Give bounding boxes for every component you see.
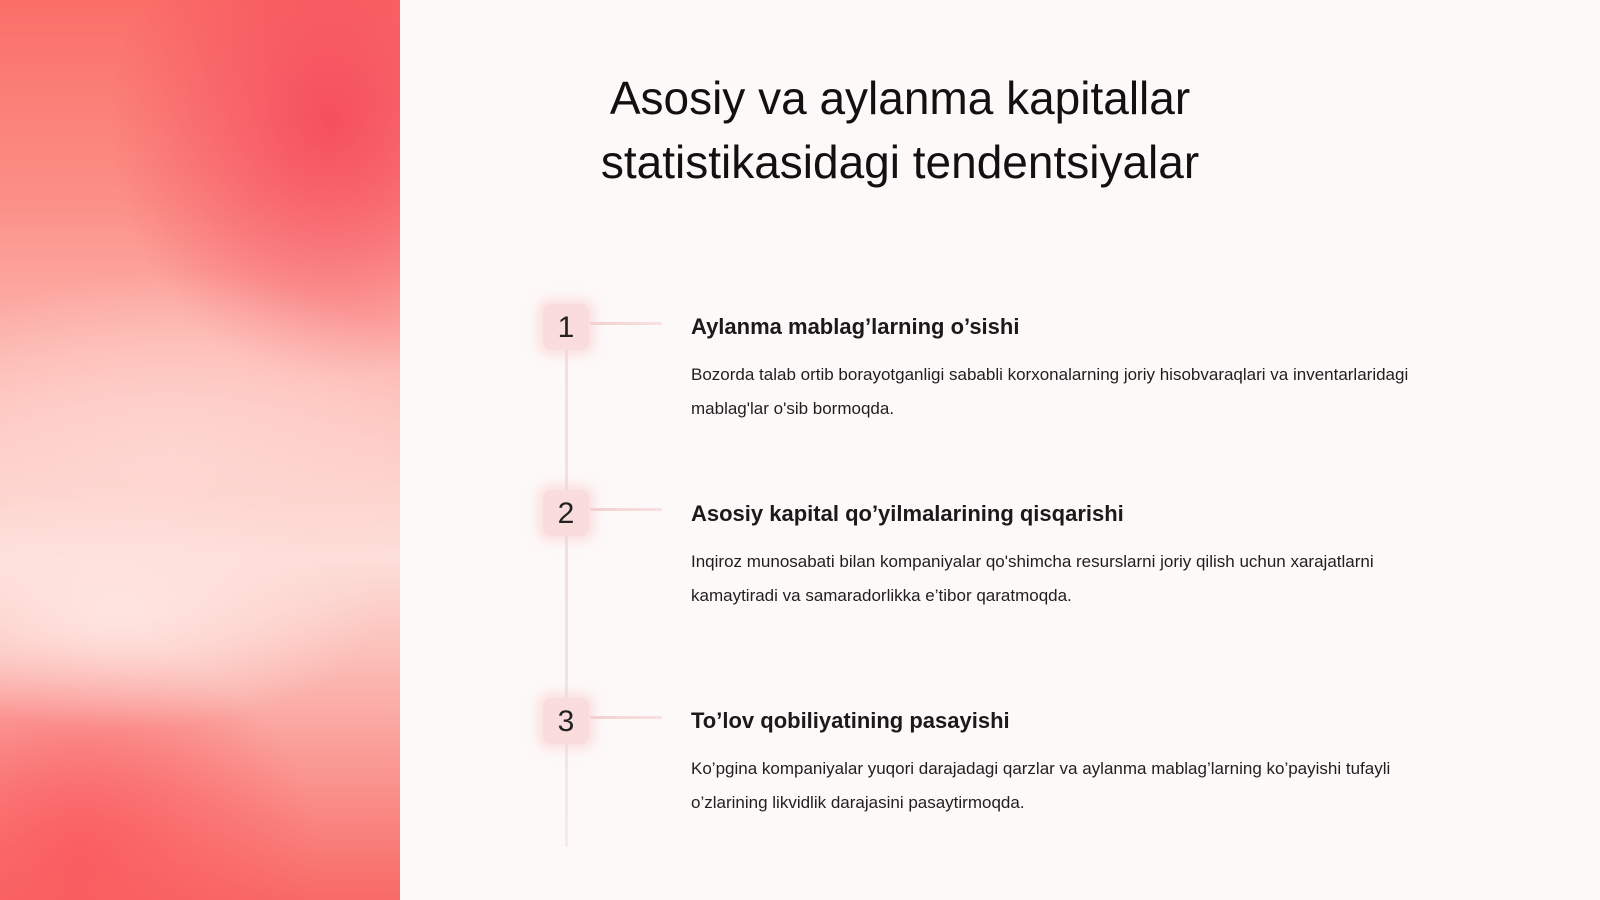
slide-content (400, 0, 1600, 900)
step-number-badge: 2 (543, 490, 589, 536)
item-heading: To’lov qobiliyatining pasayishi (691, 708, 1010, 733)
item-heading: Asosiy kapital qo’yilmalarining qisqarishi (691, 501, 1124, 526)
item-heading: Aylanma mablag’larning o’sishi (691, 314, 1020, 339)
step-number-badge: 1 (543, 304, 589, 350)
slide-title: Asosiy va aylanma kapitallar statistikasidagi tendentsiyalar (600, 72, 1200, 188)
item-description: Ko’pgina kompaniyalar yuqori darajadagi qarzlar va aylanma mablag’larning ko’payishi tufayli o’zlarining likvidlik darajasini pasaytirmoqda. (691, 759, 1391, 812)
timeline-connector (590, 322, 662, 325)
item-description: Bozorda talab ortib borayotganligi sababli korxonalarning joriy hisobvaraqlari va inventarlaridagi mablag'lar o'sib bormoqda. (691, 365, 1409, 418)
decorative-gradient-image (0, 0, 400, 900)
step-number-badge: 3 (543, 698, 589, 744)
timeline-line (565, 312, 568, 847)
item-description: Inqiroz munosabati bilan kompaniyalar qo'shimcha resurslarni joriy qilish uchun xarajatlarni kamaytiradi va samaradorlikka e’tibor qaratmoqda. (691, 552, 1374, 605)
timeline-connector (590, 508, 662, 511)
timeline-connector (590, 716, 662, 719)
